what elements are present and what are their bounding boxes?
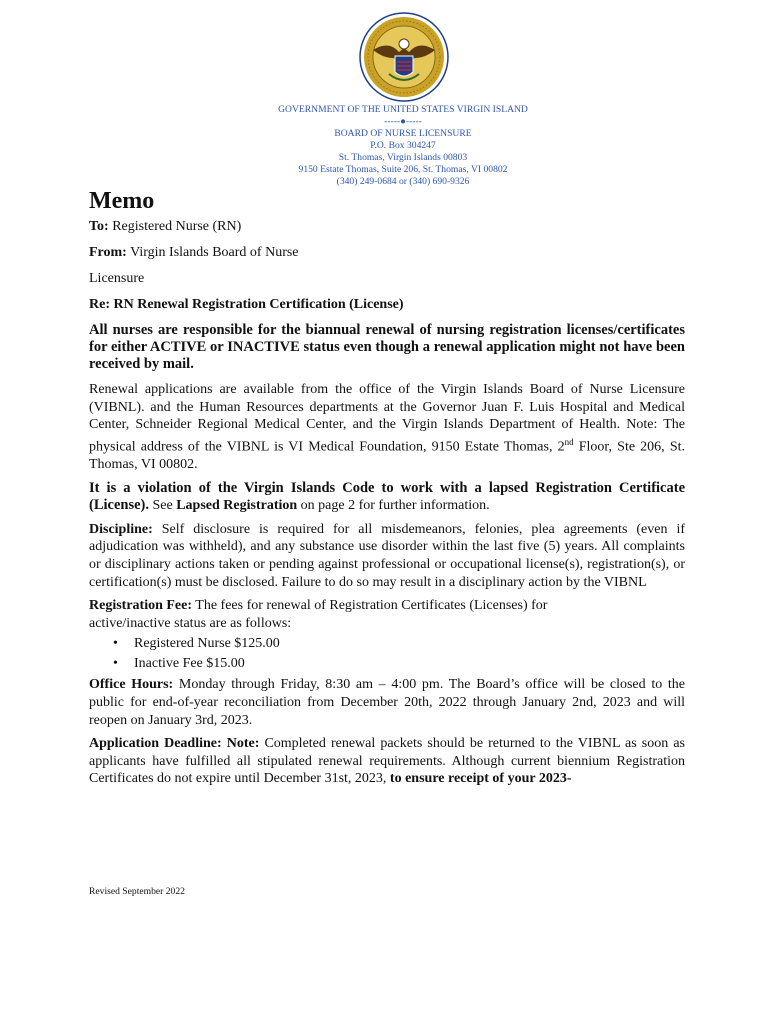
deadline-label: Application Deadline: Note: <box>89 736 260 752</box>
renewal-superscript: nd <box>564 436 574 447</box>
bullet-icon: • <box>113 656 118 672</box>
renewal-headline: All nurses are responsible for the biannual renewal of nursing registration licenses/certificates for either ACTIVE or INACTIVE status even though a renewal application might not have been received by mail. <box>89 322 685 372</box>
phone-numbers: (340) 249-0684 or (340) 690-9326 <box>336 176 470 187</box>
discipline-text: Self disclosure is required for all misdemeanors, felonies, plea agreements (even if adjudication was withheld), and any substance use disorder within the last five (5) years. All complaints or disciplinary actions taken or pending against professional or occupational license(s), registration(s), or certification(s) must be disclosed. Failure to do so may result in a disciplinary action by the VIBNL <box>89 521 685 590</box>
to-line <box>89 218 685 236</box>
to-label: To: <box>89 219 109 234</box>
re-value: RN Renewal Registration Certification (License) <box>110 297 404 312</box>
violation-bold: It is a violation of the Virgin Islands Code to work with a lapsed Registration Certificate (License). <box>89 479 685 514</box>
fee-text-cont: active/inactive status are as follows: <box>89 615 292 631</box>
violation-end: on page 2 for further information. <box>297 498 490 514</box>
board-name: BOARD OF NURSE LICENSURE <box>334 128 472 139</box>
virgin-islands-seal-icon <box>359 12 449 102</box>
from-continuation: Licensure <box>89 271 145 286</box>
bullet-icon: • <box>113 636 118 652</box>
city-line: St. Thomas, Virgin Islands 00803 <box>338 152 468 163</box>
violation-see: See <box>149 498 177 514</box>
po-box: P.O. Box 304247 <box>370 140 436 151</box>
letterhead <box>0 104 770 188</box>
memo-content <box>89 186 685 794</box>
lapsed-registration-link[interactable]: Lapsed Registration <box>176 498 298 514</box>
renewal-paragraph <box>89 381 685 474</box>
list-item <box>89 654 685 674</box>
to-value: Registered Nurse (RN) <box>108 219 242 234</box>
from-label: From: <box>89 245 127 260</box>
government-line: GOVERNMENT OF THE UNITED STATES VIRGIN ISLAND <box>278 104 528 115</box>
street-address: 9150 Estate Thomas, Suite 206, St. Thomas, VI 00802 <box>298 164 508 175</box>
re-label: Re: <box>89 297 110 312</box>
renewal-end: Floor, Ste 206, St. Thomas, VI 00802. <box>89 439 685 473</box>
hours-label: Office Hours: <box>89 677 174 693</box>
fee-item-text: Registered Nurse $125.00 <box>134 636 280 652</box>
fee-item-text: Inactive Fee $15.00 <box>134 656 245 672</box>
letterhead-divider: -----●----- <box>384 116 422 127</box>
deadline-bold: to ensure receipt of your 2023- <box>386 771 572 787</box>
deadline-paragraph <box>89 735 685 788</box>
violation-paragraph <box>89 480 685 515</box>
fee-label: Registration Fee: <box>89 598 193 614</box>
office-hours-paragraph <box>89 676 685 729</box>
fee-text: The fees for renewal of Registration Certificates (Licenses) for <box>192 598 548 614</box>
fee-paragraph <box>89 597 685 632</box>
re-line <box>89 296 685 314</box>
fee-list <box>89 634 685 674</box>
from-value: Virgin Islands Board of Nurse <box>126 245 299 260</box>
list-item <box>89 634 685 654</box>
hours-text: Monday through Friday, 8:30 am – 4:00 pm. The Board’s office will be closed to the public for end-of-year reconciliation from December 20th, 2022 through January 2nd, 2023 and will reopen on January 3rd, 2023. <box>89 677 685 728</box>
deadline-text: Completed renewal packets should be returned to the VIBNL as soon as applicants have fulfilled all stipulated renewal requirements. Although current biennium Registration Certificates do not expire until December 31st, 2023, <box>89 736 685 787</box>
memo-title: Memo <box>89 188 155 214</box>
revised-footer: Revised September 2022 <box>89 886 185 897</box>
discipline-paragraph <box>89 521 685 591</box>
from-line <box>89 244 685 262</box>
discipline-label: Discipline: <box>89 521 153 537</box>
renewal-text: Renewal applications are available from the office of the Virgin Islands Board of Nurse Licensure (VIBNL). and the Human Resources departments at the Governor Juan F. Luis Hospital and Medical Center, Schneider Regional Medical Center, and the Virgin Islands Department of Health. Note: The physical address of the VIBNL is VI Medical Foundation, 9150 Estate Thomas, 2 <box>89 382 685 455</box>
